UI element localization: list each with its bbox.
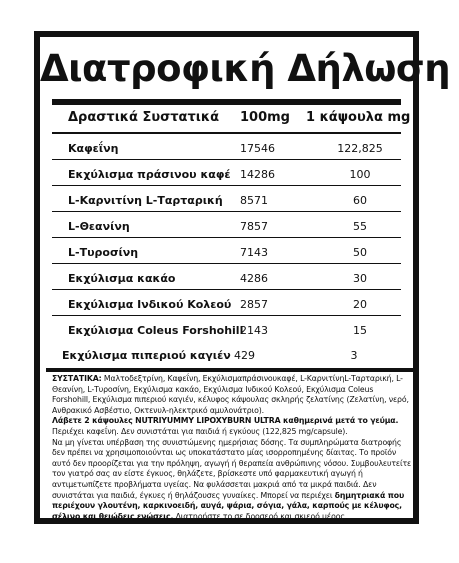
ingredient-name: Εκχύλισμα πιπεριού καγιέν	[62, 349, 231, 362]
ingredient-name: L-Τυροσίνη	[68, 246, 139, 259]
ingredient-name: Εκχύλισμα Coleus Forshohill	[68, 324, 244, 337]
ingredient-per-capsule: 55	[353, 220, 367, 233]
caffeine-warning: Περιέχει καφεΐνη. Δεν συνιστάται για παιδιά ή εγκύους (122,825 mg/capsule).	[52, 426, 348, 436]
ingredient-per-capsule: 60	[353, 194, 367, 207]
ingredient-per-100: 7143	[240, 246, 268, 259]
header-per-capsule: 1 κάψουλα mg	[306, 110, 411, 125]
storage-info: Διατηρήστε το σε δροσερό και σκιερό μέρος.	[175, 511, 348, 521]
ingredient-per-capsule: 20	[353, 298, 367, 311]
ingredient-name: Εκχύλισμα κακάο	[68, 272, 176, 285]
ingredient-name: L-Καρνιτίνη L-Ταρταρική	[68, 194, 223, 207]
ingredient-per-capsule: 50	[353, 246, 367, 259]
ingredient-per-100: 8571	[240, 194, 268, 207]
ingredient-name: Εκχύλισμα πράσινου καφέ	[68, 168, 231, 181]
ingredient-per-capsule: 122,825	[337, 142, 383, 155]
table-row	[52, 212, 401, 238]
table-row	[52, 238, 401, 264]
table-header	[52, 105, 411, 134]
ingredient-per-100: 2143	[240, 324, 268, 337]
ingredient-per-100: 7857	[240, 220, 268, 233]
ingredient-per-100: 14286	[240, 168, 275, 181]
table-row	[52, 264, 401, 290]
table-row	[52, 290, 401, 316]
usage-warning: Να μη γίνεται υπέρβαση της συνιστώμενης ημερήσιας δόσης. Τα συμπληρώματα διατροφής δεν πρέπει να χρησιμοποιούνται ως υποκατάστατο μίας ισορροπημένης δίαιτας. Το προϊόν αυτό δεν προορίζεται για την πρόληψη, αγωγή ή θεραπεία ανθρώπινης νόσου. Συμβουλευτείτε τον γιατρό σας αν είστε έγκυος, θηλάζετε, βρίσκεστε υπό φαρμακευτική αγωγή ή αντιμετωπίζετε προβλήματα υγείας. Να φυλάσσεται μακριά από τα μικρά παιδιά. Δεν συνιστάται για παιδιά, έγκυες ή θηλάζουσες γυναίκες. Μπορεί να περιέχει	[52, 437, 412, 500]
ingredients-label: ΣΥΣΤΑΤΙΚΑ:	[52, 374, 102, 383]
dosage-instructions: Λάβετε 2 κάψουλες NUTRIYUMMY LIPOXYBURN ULTRA καθημερινά μετά το γεύμα.	[52, 416, 399, 426]
header-per-100mg: 100mg	[240, 110, 290, 125]
ingredient-per-100: 429	[234, 349, 255, 362]
ingredient-per-capsule: 15	[353, 324, 367, 337]
ingredients-info	[52, 374, 413, 522]
allergen-info: δημητριακά που περιέχουν γλουτένη, καρκινοειδή, αυγά, ψάρια, σόγια, γάλα, καρπούς με κέλυφος, σέλινο και θειώδεις ενώσεις.	[52, 490, 405, 521]
ingredient-per-100: 17546	[240, 142, 275, 155]
ingredient-name: L-Θεανίνη	[68, 220, 130, 233]
ingredient-per-100: 4286	[240, 272, 268, 285]
table-row	[52, 160, 401, 186]
ingredient-name: Καφεΐνη	[68, 142, 119, 155]
label-title: Διατροφική Δήλωση	[40, 47, 451, 90]
ingredient-per-100: 2857	[240, 298, 268, 311]
ingredient-per-capsule: 100	[349, 168, 371, 181]
table-row	[52, 134, 401, 160]
ingredient-per-capsule: 3	[350, 349, 358, 362]
ingredient-name: Εκχύλισμα Ινδικού Κολεού	[68, 298, 232, 311]
ingredient-per-capsule: 30	[353, 272, 367, 285]
header-ingredients: Δραστικά Συστατικά	[68, 110, 220, 125]
ingredients-list: Μαλτοδεξτρίνη, Καφεΐνη, Εκχύλισμαπράσινουκαφέ, L-ΚαρνιτίνηL-Ταρταρική, L-Θεανίνη, L-Τυροσίνη, Εκχύλισμα κακάο, Εκχύλισμα Ινδικού Κολεού, Εκχύλισμα Coleus Forshohill, Εκχύλισμα πιπεριού καγιέν, κέλυφος κάψουλας σκληρής ζελατίνης (Ζελατίνη, νερό, Ανθρακικό Ασβέστιο, Οκτενυλ-ηλεκτρικό αμυλονάτριο).	[52, 374, 409, 415]
divider	[46, 368, 413, 372]
table-row	[52, 316, 401, 341]
table-row	[52, 186, 401, 212]
